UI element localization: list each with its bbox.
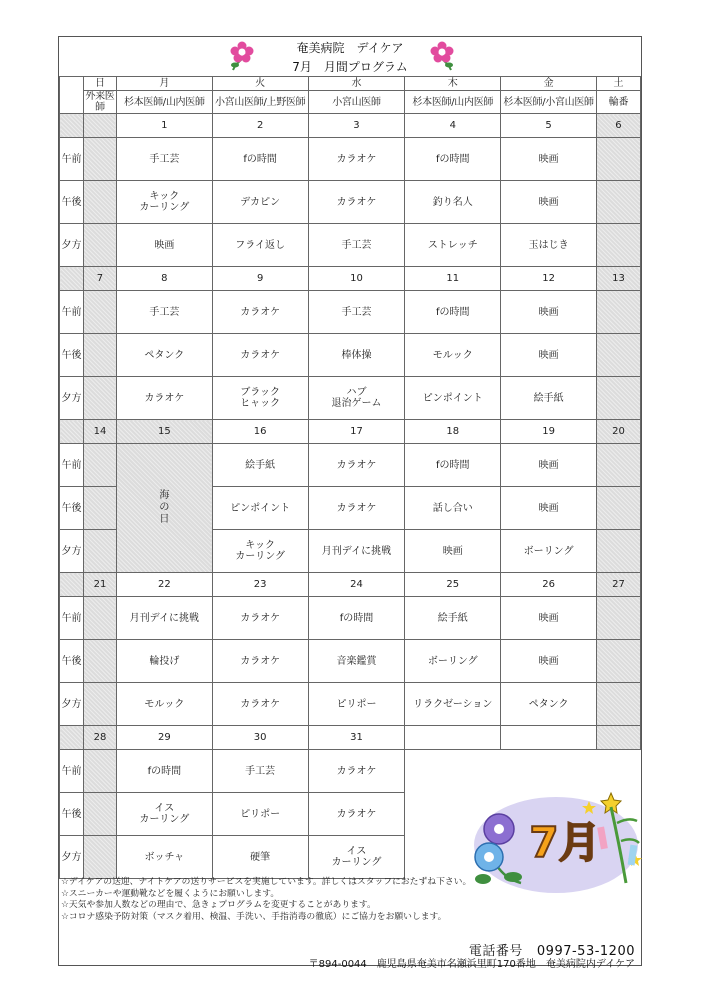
date-cell: 20 (596, 420, 640, 444)
weekday-label: 木 (405, 77, 501, 91)
activity-cell (596, 640, 640, 683)
activity-row (60, 181, 641, 224)
holiday-label: 海 の 日 (159, 490, 170, 525)
date-cell (501, 726, 597, 750)
activity-cell (212, 750, 308, 793)
activity-cell (501, 181, 597, 224)
corner-cell (60, 77, 84, 114)
date-cell: 12 (501, 267, 597, 291)
activity-label: 手工芸 (245, 765, 276, 777)
activity-cell (405, 181, 501, 224)
activity-cell (596, 377, 640, 420)
date-cell: 19 (501, 420, 597, 444)
activity-cell (83, 334, 116, 377)
doctor-label: 輪番 (596, 91, 640, 114)
activity-cell (212, 224, 308, 267)
activity-label: 輪投げ (149, 655, 180, 667)
slot-label: 午前 (60, 138, 84, 181)
date-cell: 11 (405, 267, 501, 291)
slot-label: 午前 (60, 291, 84, 334)
activity-cell (405, 683, 501, 726)
weekday-header-row (60, 77, 641, 91)
activity-label: ボーリング (523, 545, 574, 557)
activity-cell (83, 138, 116, 181)
activity-label: fの時間 (243, 153, 277, 165)
date-row-corner (60, 420, 84, 444)
activity-label: カラオケ (240, 655, 281, 667)
activity-label: 音楽鑑賞 (336, 655, 377, 667)
activity-label: 棒体操 (341, 349, 372, 361)
activity-label: カラオケ (144, 392, 185, 404)
slot-label: 午前 (60, 444, 84, 487)
slot-label: 夕方 (60, 530, 84, 573)
date-cell: 8 (116, 267, 212, 291)
activity-cell (596, 181, 640, 224)
activity-cell (212, 597, 308, 640)
activity-cell (405, 487, 501, 530)
date-cell: 25 (405, 573, 501, 597)
activity-label: fの時間 (436, 306, 470, 318)
activity-label: カラオケ (240, 612, 281, 624)
july-badge-text: 7月 (529, 818, 601, 867)
activity-cell (308, 138, 405, 181)
weekday-label: 金 (501, 77, 597, 91)
activity-cell (116, 291, 212, 334)
activity-cell (83, 683, 116, 726)
activity-label: カラオケ (336, 196, 377, 208)
activity-cell (116, 377, 212, 420)
activity-label: 絵手紙 (245, 459, 276, 471)
activity-row (60, 377, 641, 420)
date-row (60, 726, 641, 750)
date-cell: 28 (83, 726, 116, 750)
activity-row (60, 640, 641, 683)
date-cell: 14 (83, 420, 116, 444)
activity-label: ピンポイント (230, 502, 291, 514)
activity-cell (405, 444, 501, 487)
activity-label: ブラック ヒャック (240, 387, 281, 409)
date-cell: 21 (83, 573, 116, 597)
activity-label: 映画 (442, 545, 463, 557)
date-row (60, 420, 641, 444)
date-row-corner (60, 114, 84, 138)
doctor-label: 杉本医師/小宮山医師 (501, 91, 597, 114)
activity-cell (83, 224, 116, 267)
activity-row (60, 597, 641, 640)
activity-label: 映画 (154, 239, 175, 251)
slot-label: 夕方 (60, 377, 84, 420)
activity-label: fの時間 (436, 459, 470, 471)
date-cell: 4 (405, 114, 501, 138)
activity-cell (116, 138, 212, 181)
activity-cell (83, 640, 116, 683)
activity-row (60, 334, 641, 377)
date-cell: 23 (212, 573, 308, 597)
activity-label: リラクゼーション (413, 698, 493, 710)
activity-cell (501, 487, 597, 530)
activity-label: 映画 (538, 655, 559, 667)
date-cell: 3 (308, 114, 405, 138)
weekday-label: 月 (116, 77, 212, 91)
slot-label: 午後 (60, 334, 84, 377)
date-cell: 29 (116, 726, 212, 750)
doctor-row (60, 91, 641, 114)
activity-cell (83, 487, 116, 530)
date-cell: 2 (212, 114, 308, 138)
activity-row (60, 224, 641, 267)
activity-cell (501, 334, 597, 377)
date-row (60, 573, 641, 597)
activity-label: カラオケ (336, 765, 377, 777)
activity-cell (501, 291, 597, 334)
date-cell: 5 (501, 114, 597, 138)
activity-cell (308, 836, 405, 879)
activity-label: 手工芸 (149, 306, 180, 318)
activity-cell (405, 138, 501, 181)
activity-row (60, 291, 641, 334)
activity-cell (83, 377, 116, 420)
activity-cell (308, 530, 405, 573)
activity-label: 映画 (538, 349, 559, 361)
activity-label: カラオケ (336, 808, 377, 820)
activity-label: 月刊デイに挑戦 (321, 545, 392, 557)
activity-cell (405, 530, 501, 573)
activity-label: 手工芸 (149, 153, 180, 165)
slot-label: 午後 (60, 793, 84, 836)
activity-label: ボーリング (427, 655, 478, 667)
activity-label: カラオケ (240, 349, 281, 361)
date-cell: 18 (405, 420, 501, 444)
activity-cell (212, 836, 308, 879)
activity-label: 絵手紙 (437, 612, 468, 624)
activity-cell (308, 793, 405, 836)
activity-label: ペタンク (144, 349, 185, 361)
postal-code: 〒894-0044 (308, 959, 367, 970)
activity-label: キック カーリング (235, 540, 286, 562)
activity-cell (501, 138, 597, 181)
date-row-corner (60, 267, 84, 291)
activity-cell (596, 334, 640, 377)
activity-label: ペタンク (528, 698, 569, 710)
activity-label: カラオケ (336, 153, 377, 165)
activity-cell (308, 224, 405, 267)
phone-label: 電話番号 (468, 944, 523, 959)
date-cell: 24 (308, 573, 405, 597)
doctor-label: 杉本医師/山内医師 (116, 91, 212, 114)
activity-label: 硬筆 (250, 851, 271, 863)
activity-cell (212, 487, 308, 530)
doctor-label: 小宮山医師 (308, 91, 405, 114)
activity-cell (596, 530, 640, 573)
weekday-label: 水 (308, 77, 405, 91)
activity-cell (405, 291, 501, 334)
activity-label: 映画 (538, 153, 559, 165)
activity-cell (501, 444, 597, 487)
date-cell: 1 (116, 114, 212, 138)
activity-label: ストレッチ (427, 239, 478, 251)
activity-label: 絵手紙 (533, 392, 564, 404)
activity-cell (116, 750, 212, 793)
activity-row (60, 444, 641, 487)
activity-cell (308, 683, 405, 726)
activity-cell (116, 836, 212, 879)
activity-label: 映画 (538, 459, 559, 471)
activity-cell (405, 377, 501, 420)
activity-label: fの時間 (436, 153, 470, 165)
weekday-label: 火 (212, 77, 308, 91)
activity-label: カラオケ (336, 459, 377, 471)
activity-cell (405, 597, 501, 640)
activity-label: ピンポイント (422, 392, 483, 404)
address-line (309, 955, 635, 970)
activity-cell (308, 334, 405, 377)
activity-cell (116, 597, 212, 640)
doctor-label: 杉本医師/山内医師 (405, 91, 501, 114)
date-cell: 6 (596, 114, 640, 138)
phone-number: 0997-53-1200 (536, 944, 635, 959)
activity-cell (596, 597, 640, 640)
activity-cell (308, 640, 405, 683)
activity-cell (405, 640, 501, 683)
activity-cell (83, 181, 116, 224)
activity-cell (596, 683, 640, 726)
activity-label: 釣り名人 (432, 196, 473, 208)
facility-name: 奄美病院内デイケア (545, 959, 635, 970)
activity-cell (596, 138, 640, 181)
slot-label: 午前 (60, 597, 84, 640)
activity-cell (501, 530, 597, 573)
slot-label: 夕方 (60, 224, 84, 267)
slot-label: 夕方 (60, 683, 84, 726)
weekday-label: 土 (596, 77, 640, 91)
notes-section (61, 877, 471, 923)
activity-cell (116, 640, 212, 683)
activity-cell (501, 377, 597, 420)
activity-cell (83, 291, 116, 334)
activity-cell (83, 444, 116, 487)
holiday-cell (116, 444, 212, 573)
activity-cell (212, 530, 308, 573)
activity-label: ピリポー (240, 808, 281, 820)
activity-cell (212, 181, 308, 224)
date-cell: 31 (308, 726, 405, 750)
activity-label: fの時間 (339, 612, 374, 624)
activity-cell (501, 640, 597, 683)
date-row-corner (60, 573, 84, 597)
activity-cell (308, 377, 405, 420)
activity-cell (116, 793, 212, 836)
doctor-label: 外来医師 (85, 91, 115, 113)
activity-cell (212, 291, 308, 334)
activity-label: イス カーリング (139, 803, 190, 825)
activity-cell (116, 181, 212, 224)
activity-label: 話し合い (432, 502, 473, 514)
activity-label: デカピン (240, 196, 281, 208)
activity-cell (596, 291, 640, 334)
activity-cell (83, 793, 116, 836)
activity-cell (212, 377, 308, 420)
activity-label: イス カーリング (331, 846, 382, 868)
activity-label: fの時間 (147, 765, 182, 777)
date-row-corner (60, 726, 84, 750)
note-line: ☆デイケアの送迎、ナイトケアの送りサービスを実施しています。詳しくはスタッフにおたずね下さい。 (61, 877, 472, 887)
activity-cell (212, 138, 308, 181)
activity-cell (596, 444, 640, 487)
activity-label: 手工芸 (341, 306, 372, 318)
activity-label: 映画 (538, 306, 559, 318)
slot-label: 午後 (60, 640, 84, 683)
activity-label: フライ返し (235, 239, 285, 251)
date-cell: 13 (596, 267, 640, 291)
activity-cell (308, 750, 405, 793)
activity-label: モルック (432, 349, 473, 361)
activity-cell (308, 597, 405, 640)
address: 鹿児島県奄美市名瀬浜里町170番地 (376, 959, 536, 970)
activity-cell (501, 224, 597, 267)
activity-cell (212, 793, 308, 836)
activity-label: 月刊デイに挑戦 (129, 612, 199, 624)
activity-label: 映画 (538, 502, 559, 514)
activity-cell (405, 224, 501, 267)
date-cell: 26 (501, 573, 597, 597)
activity-cell (116, 683, 212, 726)
date-cell (405, 726, 501, 750)
page-subtitle: 7月 月間プログラム (292, 60, 408, 74)
slot-label: 夕方 (60, 836, 84, 879)
july-tanabata-illustration (461, 783, 651, 901)
note-line: ☆スニーカーや運動靴などを履くようにお願いします。 (61, 888, 280, 899)
note-line: ☆天気や参加人数などの理由で、急きょプログラムを変更することがあります。 (61, 900, 376, 910)
date-cell (596, 726, 640, 750)
activity-label: 手工芸 (341, 239, 372, 251)
date-cell: 17 (308, 420, 405, 444)
activity-cell (116, 334, 212, 377)
activity-cell (596, 224, 640, 267)
activity-cell (405, 334, 501, 377)
activity-label: キック カーリング (139, 191, 190, 213)
activity-cell (116, 224, 212, 267)
activity-row (60, 138, 641, 181)
activity-cell (501, 597, 597, 640)
activity-label: 玉はじき (528, 239, 569, 251)
date-cell: 7 (83, 267, 116, 291)
activity-label: ハブ 退治ゲーム (331, 387, 382, 409)
activity-cell (308, 181, 405, 224)
page-title: 奄美病院 デイケア (296, 41, 404, 55)
slot-label: 午後 (60, 487, 84, 530)
date-cell: 9 (212, 267, 308, 291)
calendar-sheet (58, 36, 642, 970)
slot-label: 午前 (60, 750, 84, 793)
date-row (60, 114, 641, 138)
activity-label: ピリポー (336, 698, 377, 710)
activity-label: 映画 (538, 196, 559, 208)
activity-cell (83, 836, 116, 879)
doctor-label: 小宮山医師/上野医師 (212, 91, 308, 114)
activity-cell (83, 597, 116, 640)
program-calendar (59, 76, 641, 879)
activity-cell (308, 444, 405, 487)
activity-cell (212, 444, 308, 487)
weekday-label: 日 (83, 77, 116, 91)
activity-cell (83, 530, 116, 573)
date-cell: 27 (596, 573, 640, 597)
note-line: ☆コロナ感染予防対策（マスク着用、検温、手洗い、手指消毒の徹底）にご協力をお願いします。 (61, 911, 447, 922)
activity-label: カラオケ (240, 306, 281, 318)
activity-cell (308, 291, 405, 334)
activity-cell (83, 750, 116, 793)
activity-cell (212, 683, 308, 726)
date-cell: 16 (212, 420, 308, 444)
activity-label: モルック (144, 698, 185, 710)
activity-cell (212, 334, 308, 377)
activity-label: カラオケ (336, 502, 377, 514)
activity-label: ボッチャ (144, 851, 185, 863)
activity-cell (212, 640, 308, 683)
date-cell: 22 (116, 573, 212, 597)
date-row (60, 267, 641, 291)
activity-label: 映画 (538, 612, 559, 624)
date-cell: 30 (212, 726, 308, 750)
activity-cell (596, 487, 640, 530)
activity-label: カラオケ (240, 698, 281, 710)
date-cell: 15 (116, 420, 212, 444)
activity-row (60, 683, 641, 726)
activity-cell (501, 683, 597, 726)
date-cell (83, 114, 116, 138)
slot-label: 午後 (60, 181, 84, 224)
date-cell: 10 (308, 267, 405, 291)
activity-cell (308, 487, 405, 530)
